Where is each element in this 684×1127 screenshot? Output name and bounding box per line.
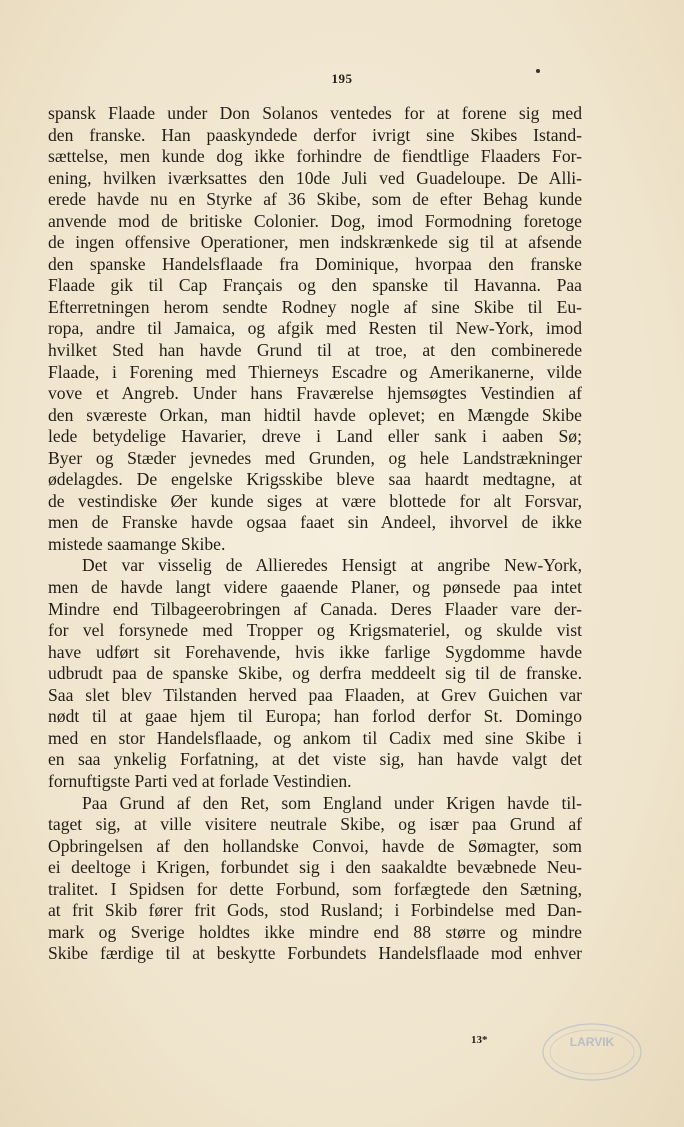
text-line: taget sig, at ville visitere neutrale Skibe, og især paa Grund af bbox=[48, 814, 582, 835]
library-stamp bbox=[540, 1020, 644, 1084]
text-line: Paa Grund af den Ret, som England under Krigen havde til- bbox=[82, 792, 582, 813]
text-line: en saa ynkelig Forfatning, at det viste sig, han havde valgt det bbox=[48, 749, 582, 770]
text-line: erede havde nu en Styrke af 36 Skibe, som de efter Behag kunde bbox=[48, 189, 582, 210]
text-line: Saa slet blev Tilstanden herved paa Flaaden, at Grev Guichen var bbox=[48, 684, 582, 705]
text-line: vove et Angreb. Under hans Fraværelse hjemsøgtes Vestindien af bbox=[48, 383, 582, 404]
text-line: med en stor Handelsflaade, og ankom til Cadix med sine Skibe i bbox=[48, 727, 582, 748]
text-line: Flaade gik til Cap Français og den spanske til Havanna. Paa bbox=[48, 275, 582, 296]
text-line: lede betydelige Havarier, dreve i Land eller sank i aaben Sø; bbox=[48, 426, 582, 447]
text-line: anvende mod de britiske Colonier. Dog, imod Formodning foretoge bbox=[48, 210, 582, 231]
text-line: de vestindiske Øer kunde siges at være blottede for alt Forsvar, bbox=[48, 490, 582, 511]
text-line: hvilket Sted han havde Grund til at troe, at den combinerede bbox=[48, 340, 582, 361]
text-line: ei deeltoge i Krigen, forbundet sig i den saakaldte bevæbnede Neu- bbox=[48, 857, 582, 878]
text-line: de ingen offensive Operationer, men indskrænkede sig til at afsende bbox=[48, 232, 582, 253]
text-line: udbrudt paa de spanske Skibe, og derfra meddeelt sig til de franske. bbox=[48, 663, 582, 684]
text-line: sættelse, men kunde dog ikke forhindre de fiendtlige Flaaders For- bbox=[48, 146, 582, 167]
text-line: Efterretningen herom sendte Rodney nogle af sine Skibe til Eu- bbox=[48, 296, 582, 317]
text-line: Skibe færdige til at beskytte Forbundets Handelsflaade mod enhver bbox=[48, 943, 582, 964]
signature-mark: 13* bbox=[471, 1034, 488, 1046]
text-line: mark og Sverige holdtes ikke mindre end 88 større og mindre bbox=[48, 921, 582, 942]
text-line: ropa, andre til Jamaica, og afgik med Resten til New-York, imod bbox=[48, 318, 582, 339]
text-line: tralitet. I Spidsen for dette Forbund, som forfægtede den Sætning, bbox=[48, 878, 582, 899]
page-number: 195 bbox=[331, 71, 353, 86]
text-line: spansk Flaade under Don Solanos ventedes for at forene sig med bbox=[48, 103, 582, 123]
text-line: mistede saamange Skibe. bbox=[48, 533, 226, 554]
text-line: fornuftigste Parti ved at forlade Vestindien. bbox=[48, 770, 352, 791]
text-line: Opbringelsen af den hollandske Convoi, havde de Sømagter, som bbox=[48, 835, 582, 856]
text-line: ening, hvilken iværksattes den 10de Juli ved Guadeloupe. De Alli- bbox=[48, 167, 582, 188]
text-line: Flaade, i Forening med Thierneys Escadre og Amerikanerne, vilde bbox=[48, 361, 582, 382]
text-line: Det var visselig de Allieredes Hensigt at angribe New-York, bbox=[82, 555, 582, 576]
text-line: Mindre end Tilbageerobringen af Canada. Deres Flaader vare der- bbox=[48, 598, 582, 619]
text-line: Byer og Stæder jevnedes med Grunden, og hele Landstrækninger bbox=[48, 447, 582, 468]
text-line: men de Franske havde ogsaa faaet sin Andeel, ihvorvel de ikke bbox=[48, 512, 582, 533]
text-line: nødt til at gaae hjem til Europa; han forlod derfor St. Domingo bbox=[48, 706, 582, 727]
text-line: at frit Skib fører frit Gods, stod Rusland; i Forbindelse med Dan- bbox=[48, 900, 582, 921]
stamp-text: LARVIK bbox=[569, 1035, 615, 1049]
text-line: den franske. Han paaskyndede derfor ivrigt sine Skibes Istand- bbox=[48, 124, 582, 145]
ink-speck bbox=[536, 69, 540, 73]
text-line: men de havde langt videre gaaende Planer, og pønsede paa intet bbox=[48, 577, 582, 598]
text-line: for vel forsynede med Tropper og Krigsmateriel, og skulde vist bbox=[48, 620, 582, 641]
text-line: ødelagdes. De engelske Krigsskibe bleve saa haardt medtagne, at bbox=[48, 469, 582, 490]
text-line: den spanske Handelsflaade fra Dominique, hvorpaa den franske bbox=[48, 253, 582, 274]
text-line: den sværeste Orkan, man hidtil havde oplevet; en Mængde Skibe bbox=[48, 404, 582, 425]
body-text bbox=[48, 103, 582, 965]
text-line: have udført sit Forehavende, hvis ikke farlige Sygdomme havde bbox=[48, 641, 582, 662]
